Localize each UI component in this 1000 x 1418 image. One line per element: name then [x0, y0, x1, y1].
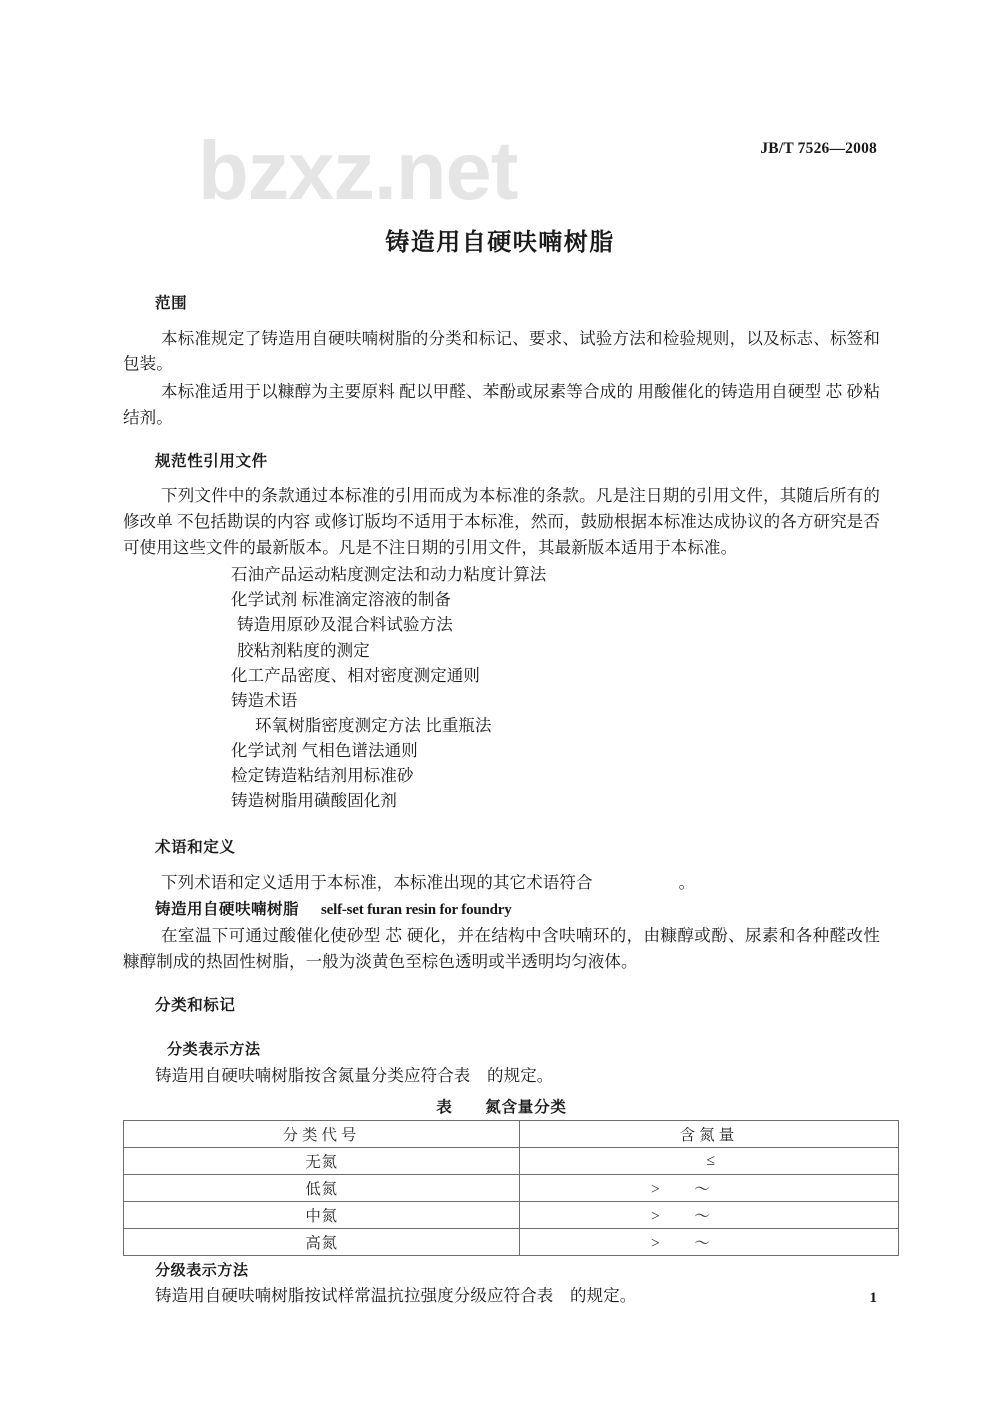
term-label-english: self-set furan resin for foundry	[321, 902, 512, 919]
list-item: 环氧树脂密度测定方法 比重瓶法	[255, 715, 492, 735]
section-heading-normative-references: 规范性引用文件	[155, 452, 268, 470]
site-watermark: bzxz.net	[198, 124, 518, 217]
table-cell-range: ～	[694, 1207, 711, 1225]
list-item: 化学试剂 标准滴定溶液的制备	[231, 590, 452, 610]
document-body	[123, 295, 880, 1311]
grading-method-paragraph: 铸造用自硬呋喃树脂按试样常温抗拉强度分级应符合表 的规定。	[155, 1286, 637, 1306]
table-cell-nitrogen	[520, 1147, 899, 1174]
table-row	[124, 1228, 899, 1255]
table-cell-code: 无氮	[124, 1147, 520, 1174]
spacer	[123, 977, 880, 997]
table-row	[124, 1174, 899, 1201]
nitrogen-classification-table	[123, 1120, 899, 1256]
list-item: 胶粘剂粘度的测定	[237, 640, 370, 660]
table-cell-range: ～	[694, 1234, 711, 1252]
section-heading-classification-and-marking: 分类和标记	[155, 996, 236, 1014]
table-cell-nitrogen	[520, 1228, 899, 1255]
table-cell-operator: ≤	[706, 1151, 716, 1169]
table-cell-operator: >	[651, 1234, 661, 1252]
table-cell-range: ～	[694, 1180, 711, 1198]
section-heading-scope: 范围	[155, 295, 188, 312]
table-row	[124, 1147, 899, 1174]
table-cell-operator: >	[651, 1180, 661, 1198]
list-item: 石油产品运动粘度测定法和动力粘度计算法	[231, 565, 547, 585]
scope-paragraph-1: 本标准规定了铸造用自硬呋喃树脂的分类和标记、要求、试验方法和检验规则，以及标志、标签和包装。	[123, 328, 880, 374]
document-title: 铸造用自硬呋喃树脂	[385, 229, 615, 256]
subsection-heading-classification-method: 分类表示方法	[167, 1041, 261, 1059]
table-cell-code: 高氮	[124, 1228, 520, 1255]
spacer	[123, 433, 880, 453]
terms-intro-paragraph	[123, 870, 880, 896]
list-item: 铸造树脂用磺酸固化剂	[231, 791, 397, 811]
term-definition-paragraph: 在室温下可通过酸催化使砂型 芯 硬化，并在结构中含呋喃环的，由糠醇或酚、尿素和各种醛改性糠醇制成的热固性树脂，一般为淡黄色至棕色透明或半透明均匀液体。	[123, 926, 880, 971]
section-heading-terms-and-definitions: 术语和定义	[155, 839, 236, 857]
spacer	[123, 1027, 880, 1041]
table-header-row	[124, 1120, 899, 1147]
normative-reference-list	[123, 562, 880, 813]
term-label-chinese: 铸造用自硬呋喃树脂	[155, 901, 300, 919]
list-item: 铸造用原砂及混合料试验方法	[237, 615, 453, 635]
table-cell-nitrogen	[520, 1174, 899, 1201]
list-item: 检定铸造粘结剂用标准砂	[231, 765, 414, 785]
table-row	[124, 1201, 899, 1228]
table-cell-nitrogen	[520, 1201, 899, 1228]
list-item: 化学试剂 气相色谱法通则	[231, 740, 418, 760]
table-column-header-nitrogen: 含氮量	[520, 1120, 899, 1147]
spacer	[123, 813, 880, 839]
table-cell-operator: >	[651, 1207, 661, 1225]
classification-method-paragraph: 铸造用自硬呋喃树脂按含氮量分类应符合表 的规定。	[155, 1066, 554, 1085]
page-number: 1	[869, 1290, 877, 1306]
terms-intro-text: 下列术语和定义适用于本标准，本标准出现的其它术语符合	[161, 872, 593, 892]
table-cell-code: 低氮	[124, 1174, 520, 1201]
scope-paragraph-2: 本标准适用于以糠醇为主要原料 配以甲醛、苯酚或尿素等合成的 用酸催化的铸造用自硬型 芯 砂粘结剂。	[123, 382, 880, 427]
terms-intro-period: 。	[678, 872, 696, 892]
table-caption: 表 氮含量分类	[436, 1098, 567, 1116]
list-item: 化工产品密度、相对密度测定通则	[231, 665, 480, 685]
subsection-heading-grading-method: 分级表示方法	[155, 1261, 249, 1279]
list-item: 铸造术语	[231, 690, 298, 710]
term-entry	[123, 897, 880, 922]
standard-number-header: JB/T 7526—2008	[760, 140, 877, 157]
normative-references-paragraph: 下列文件中的条款通过本标准的引用而成为本标准的条款。凡是注日期的引用文件，其随后所有的修改单 不包括勘误的内容 或修订版均不适用于本标准，然而，鼓励根据本标准达成协议的各方研究是否可使用这些文件的最新版本。凡是不注日期的引用文件，其最新版本适用于本标准。	[123, 486, 880, 557]
table-column-header-code: 分类代号	[124, 1120, 520, 1147]
table-cell-code: 中氮	[124, 1201, 520, 1228]
